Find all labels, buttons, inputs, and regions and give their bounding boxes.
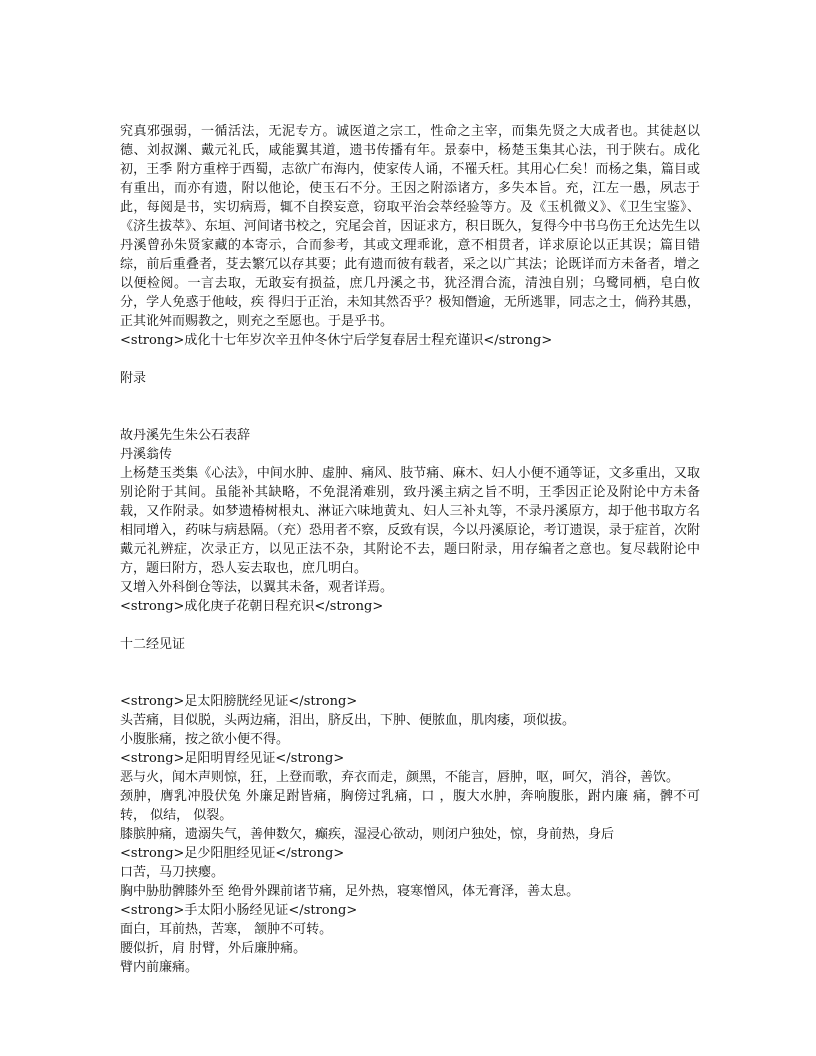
preface-signature: <strong>成化十七年岁次辛丑仲冬休宁后学复春居士程充谨识</strong> — [120, 333, 553, 348]
document-page — [120, 122, 700, 977]
section-title-gallbladder: <strong>足少阳胆经见证</strong> — [120, 846, 345, 861]
stomach-line: 膝膑肿痛，遗溺失气，善伸数欠，癫疾，湿浸心欲动，则闭户独处，惊，身前热，身后 — [120, 827, 615, 842]
bladder-line: 头苦痛，目似脱，头两边痛，泪出，脐反出，下肿、便脓血，肌肉痿，项似拔。 — [120, 713, 576, 728]
small-intestine-line: 臂内前廉痛。 — [120, 960, 199, 975]
gallbladder-line: 口苦，马刀挟瘿。 — [120, 865, 225, 880]
gallbladder-line: 胸中胁肋髀膝外至 绝骨外踝前诸节痛，足外热，寝寒憎风，体无膏泽，善太息。 — [120, 884, 580, 899]
bladder-line: 小腹胀痛，按之欲小便不得。 — [120, 732, 290, 747]
preface-paragraph: 究真邪强弱，一循活法，无泥专方。诚医道之宗工，性命之主宰，而集先贤之大成者也。其徒赵以德、刘叔渊、戴元礼氏，咸能翼其道，遗书传播有年。景泰中，杨楚玉集其心法，刊于陕右。成化初，王季 附方重梓于西蜀，志欲广布海内，使家传人诵，不罹夭枉。其用心仁矣！而杨之集，篇目或有重出，而亦有遗，附以他论，使玉石不分。王因之附添诸方，多失本旨。充，江左一愚，夙志于此，每阅是书，实切病焉，辄不自揆妄意，窃取平治会萃经验等方。及《玉机微义》、《卫生宝鉴》、《济生拔萃》、东垣、河间诸书校之，究尾会首，因证求方，积日既久，复得今中书乌伤王允达先生以丹溪曾孙朱贤家藏的本寄示，合而参考，其或文理乖讹，意不相贯者，详求原论以正其误；篇目错综，前后重叠者，芟去繁冗以存其要；此有遗而彼有载者，采之以广其法；论既详而方未备者，增之以便检阅。一言去取，无敢妄有损益，庶几丹溪之书，犹泾渭合流，清浊自别；乌鹭同栖，皂白攸分，学人免惑于他岐，疾 得归于正治，未知其然否乎？极知僭逾，无所逃罪，同志之士，倘矜其愚，正其讹舛而赐教之，则充之至愿也。于是乎书。 — [120, 124, 700, 329]
meridians-heading: 十二经见证 — [120, 637, 186, 652]
small-intestine-line: 面白，耳前热，苦寒， 颔肿不可转。 — [120, 922, 333, 937]
appendix-heading: 附录 — [120, 371, 147, 386]
appendix-note-paragraph: 上杨楚玉类集《心法》，中间水肿、虚肿、痛风、肢节痛、麻木、妇人小便不通等证，文多重出，又取别论附于其间。虽能补其缺略，不免混淆难别，致丹溪主病之旨不明，王季因正论及附论中方未备载，又作附录。如梦遗椿树根丸、淋证六味地黄丸、妇人三补丸等，不录丹溪原方，却于他书取方名相同增入，药味与病悬隔。（充）恐用者不察，反致有误，今以丹溪原论，考订遗误，录于症首，次附戴元礼辨症，次录正方，以见正法不杂，其附论不去，题曰附录，用存编者之意也。复尽载附论中方，题曰附方，恐人妄去取也，庶几明白。 — [120, 466, 700, 576]
section-title-bladder: <strong>足太阳膀胱经见证</strong> — [120, 694, 358, 709]
stomach-line: 颈肿，膺乳冲股伏兔 外廉足跗皆痛，胸傍过乳痛，口 ，腹大水肿，奔响腹胀，跗内廉 痛，髀不可转， 似结， 似裂。 — [120, 789, 700, 823]
appendix-note-addition: 又增入外科倒仓等法，以翼其未备，观者详焉。 — [120, 580, 394, 595]
appendix-signature: <strong>成化庚子花朝日程充识</strong> — [120, 599, 384, 614]
epitaph-title: 故丹溪先生朱公石表辞 — [120, 428, 251, 443]
biography-title: 丹溪翁传 — [120, 447, 173, 462]
stomach-line: 恶与火，闻木声则惊，狂，上登而歌，弃衣而走，颜黑，不能言，唇肿，呕，呵欠，消谷，善饮。 — [120, 770, 680, 785]
section-title-stomach: <strong>足阳明胃经见证</strong> — [120, 751, 345, 766]
section-title-small-intestine: <strong>手太阳小肠经见证</strong> — [120, 903, 358, 918]
small-intestine-line: 腰似折，肩 肘臂，外后廉肿痛。 — [120, 941, 307, 956]
